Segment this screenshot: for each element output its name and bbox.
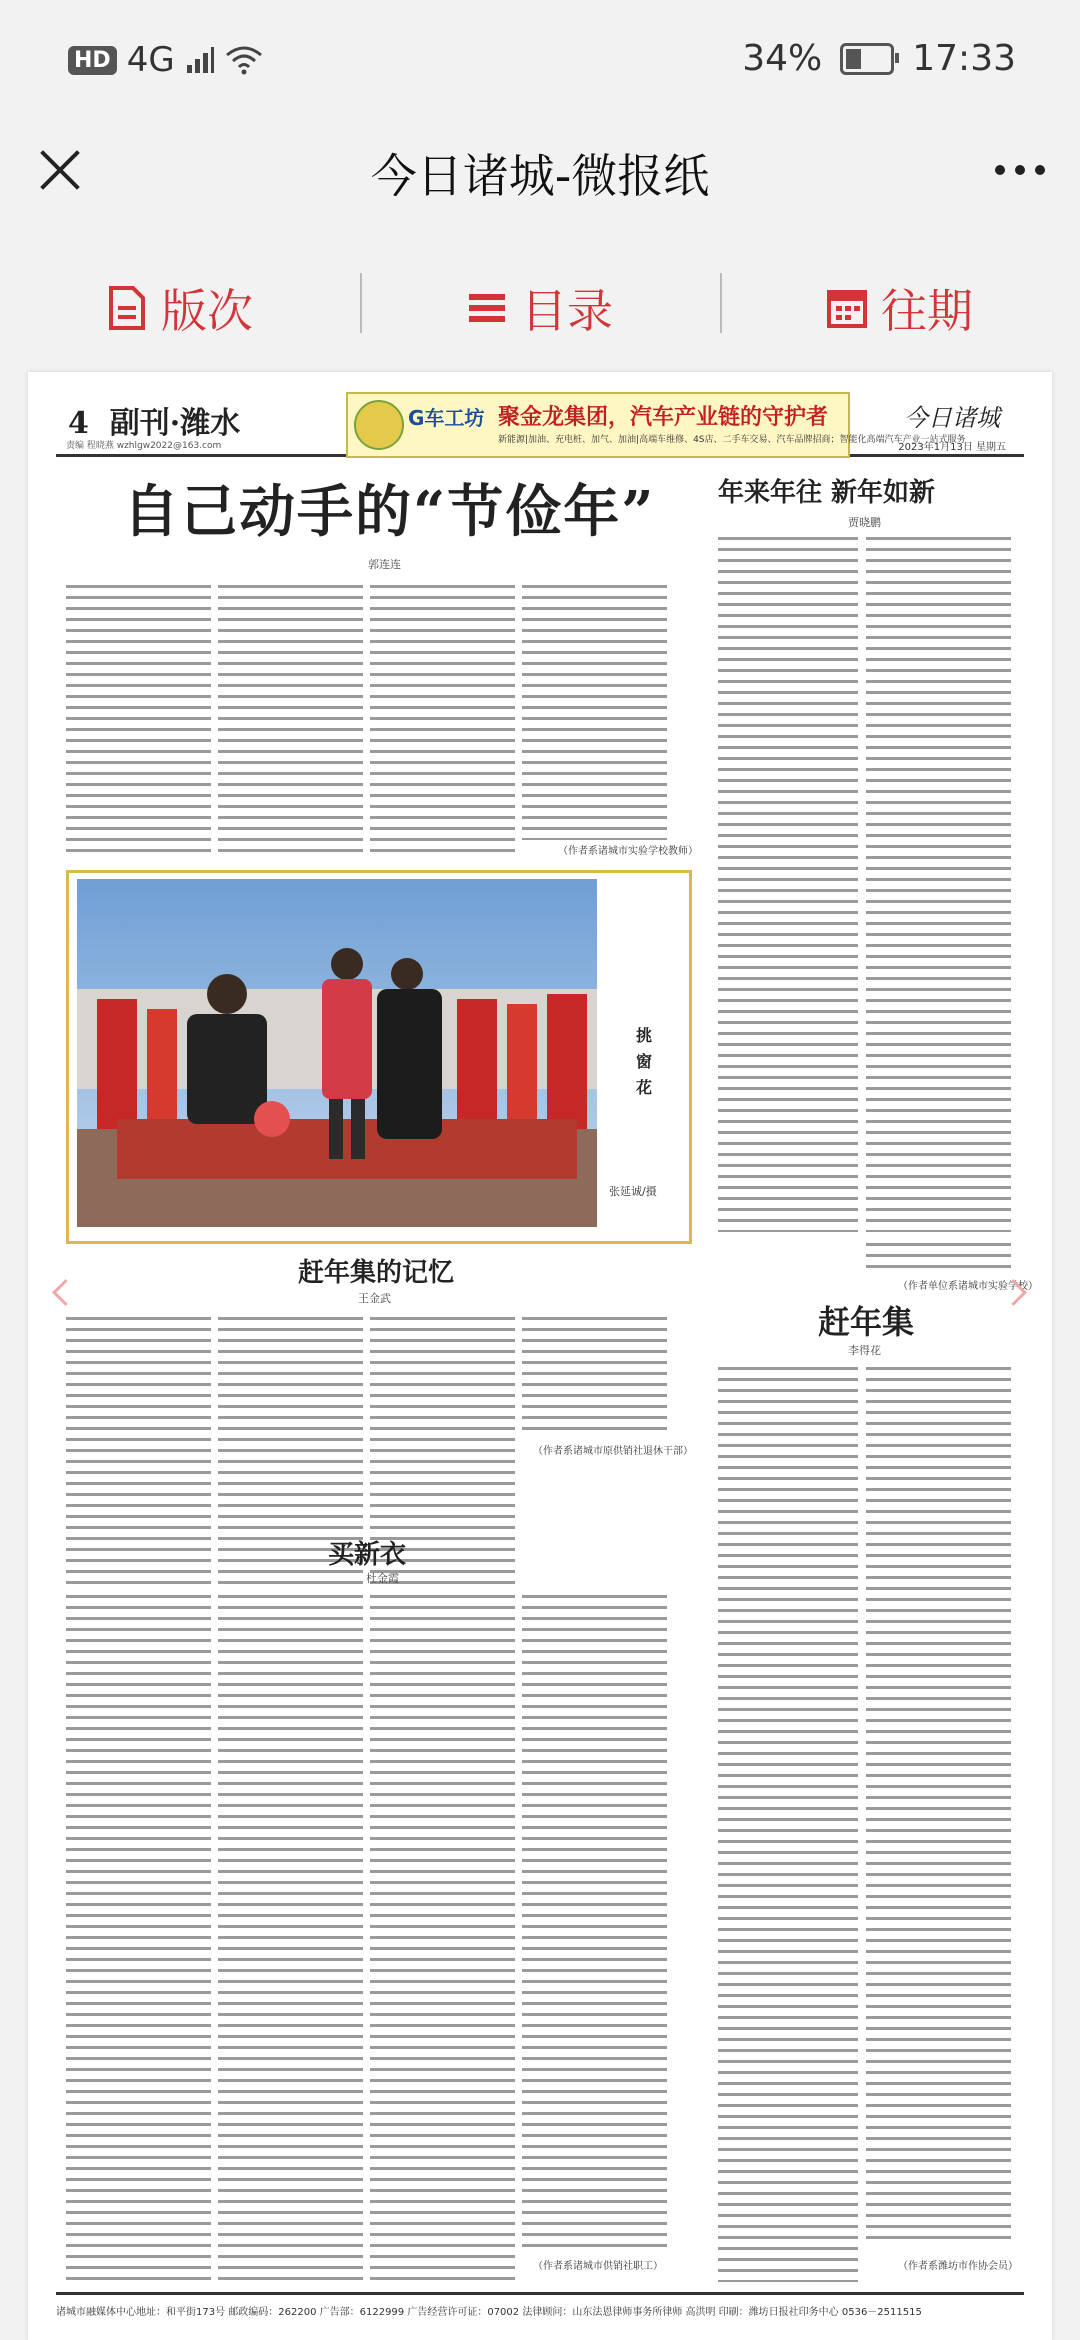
prev-page-icon[interactable] (48, 1277, 78, 1307)
network-type: 4G (126, 40, 175, 80)
wifi-icon (225, 45, 263, 75)
status-bar (0, 0, 1080, 120)
list-icon (467, 286, 507, 330)
article-3-author: 王金武 (358, 1292, 391, 1305)
article-1-text (66, 580, 211, 860)
ad-subtitle: 新能源|加油、充电桩、加气、加油|高端车维修、4S店、二手车交易、汽车品牌招商；智能化高端汽车产业一站式服务 (498, 435, 966, 445)
article-5-text (718, 1362, 858, 2282)
clock: 17:33 (912, 38, 1016, 79)
article-2-text (866, 1238, 1011, 1268)
article-1-text (370, 580, 515, 860)
article-3-text (66, 1312, 211, 1622)
article-2-text (718, 532, 858, 1232)
article-1-text (218, 580, 363, 860)
article-3-title[interactable]: 赶年集的记忆 (298, 1258, 455, 1288)
article-5-author: 李得花 (848, 1344, 881, 1357)
battery-icon (840, 43, 894, 75)
contents-button[interactable] (360, 245, 720, 370)
editions-button[interactable] (0, 245, 360, 370)
headline-author: 郭连连 (368, 558, 401, 571)
page-section: 4 副刊·潍水 (68, 406, 241, 441)
article-4-text (522, 1590, 667, 2250)
newspaper-page[interactable] (28, 372, 1052, 2340)
article-4-note: （作者系诸城市供销社职工） (533, 2261, 663, 2272)
article-1-text (522, 580, 667, 840)
article-3-text (218, 1312, 363, 1622)
dateline: 2023年1月13日 星期五 (898, 442, 1006, 453)
hd-badge: HD (68, 46, 117, 75)
article-5-note: （作者系潍坊市作协会员） (898, 2261, 1018, 2272)
paper-logo: 今日诸城 (904, 404, 1000, 432)
photo-frame[interactable] (66, 870, 692, 1244)
article-2-note: （作者单位系诸城市实验学校） (898, 1281, 1038, 1292)
article-2-author: 贾晓鹏 (848, 516, 881, 529)
article-4-text (370, 1590, 515, 2280)
calendar-icon (827, 286, 867, 330)
article-4-text (218, 1590, 363, 2280)
next-page-icon[interactable] (1002, 1277, 1032, 1307)
editions-label: 版次 (161, 283, 253, 338)
article-5-text (866, 1362, 1011, 2242)
ad-title: 聚金龙集团，汽车产业链的守护者 (498, 405, 829, 430)
paper-footer: 诸城市融媒体中心地址：和平街173号 邮政编码：262200 广告部：6122999 广告经营许可证：07002 法律顾问：山东法恩律师事务所律师 高洪明 印刷：潍坊日报社印务中心 0536－2511515 (56, 2292, 1024, 2318)
past-issues-label: 往期 (881, 283, 973, 338)
article-2-text (866, 532, 1011, 1232)
more-options-icon[interactable] (990, 150, 1050, 190)
photo-author: 张延诚/摄 (609, 1185, 657, 1198)
status-left (68, 40, 263, 80)
battery-percent: 34% (742, 38, 823, 79)
photo-title: 挑窗花 (635, 1026, 652, 1097)
signal-icon (185, 45, 215, 75)
article-5-title[interactable]: 赶年集 (818, 1303, 915, 1341)
past-issues-button[interactable] (720, 245, 1080, 370)
headline[interactable]: 自己动手的“节俭年” (123, 479, 656, 545)
ad-brand: G车工坊 (408, 406, 485, 430)
editors-line: 责编 程晓燕 wzhlgw2022@163.com (66, 441, 222, 451)
article-4-text (66, 1590, 211, 2280)
article-4-title[interactable]: 买新衣 (328, 1540, 407, 1570)
ad-logo-icon (354, 400, 404, 450)
photo-image (77, 879, 597, 1227)
article-4-author: 杜金霞 (366, 1572, 399, 1585)
masthead (56, 392, 1024, 457)
status-right (742, 38, 1016, 79)
article-2-title[interactable]: 年来年往 新年如新 (718, 478, 936, 508)
article-3-text (522, 1312, 667, 1432)
contents-label: 目录 (521, 283, 613, 338)
article-1-note: （作者系诸城市实验学校教师） (558, 846, 698, 857)
page-title: 今日诸城-微报纸 (370, 149, 710, 203)
photo-window-flowers (77, 879, 597, 1227)
nav-bar (0, 245, 1080, 370)
document-icon (107, 286, 147, 330)
article-3-note: （作者系诸城市原供销社退休干部） (533, 1446, 693, 1457)
battery-fill (846, 49, 860, 69)
